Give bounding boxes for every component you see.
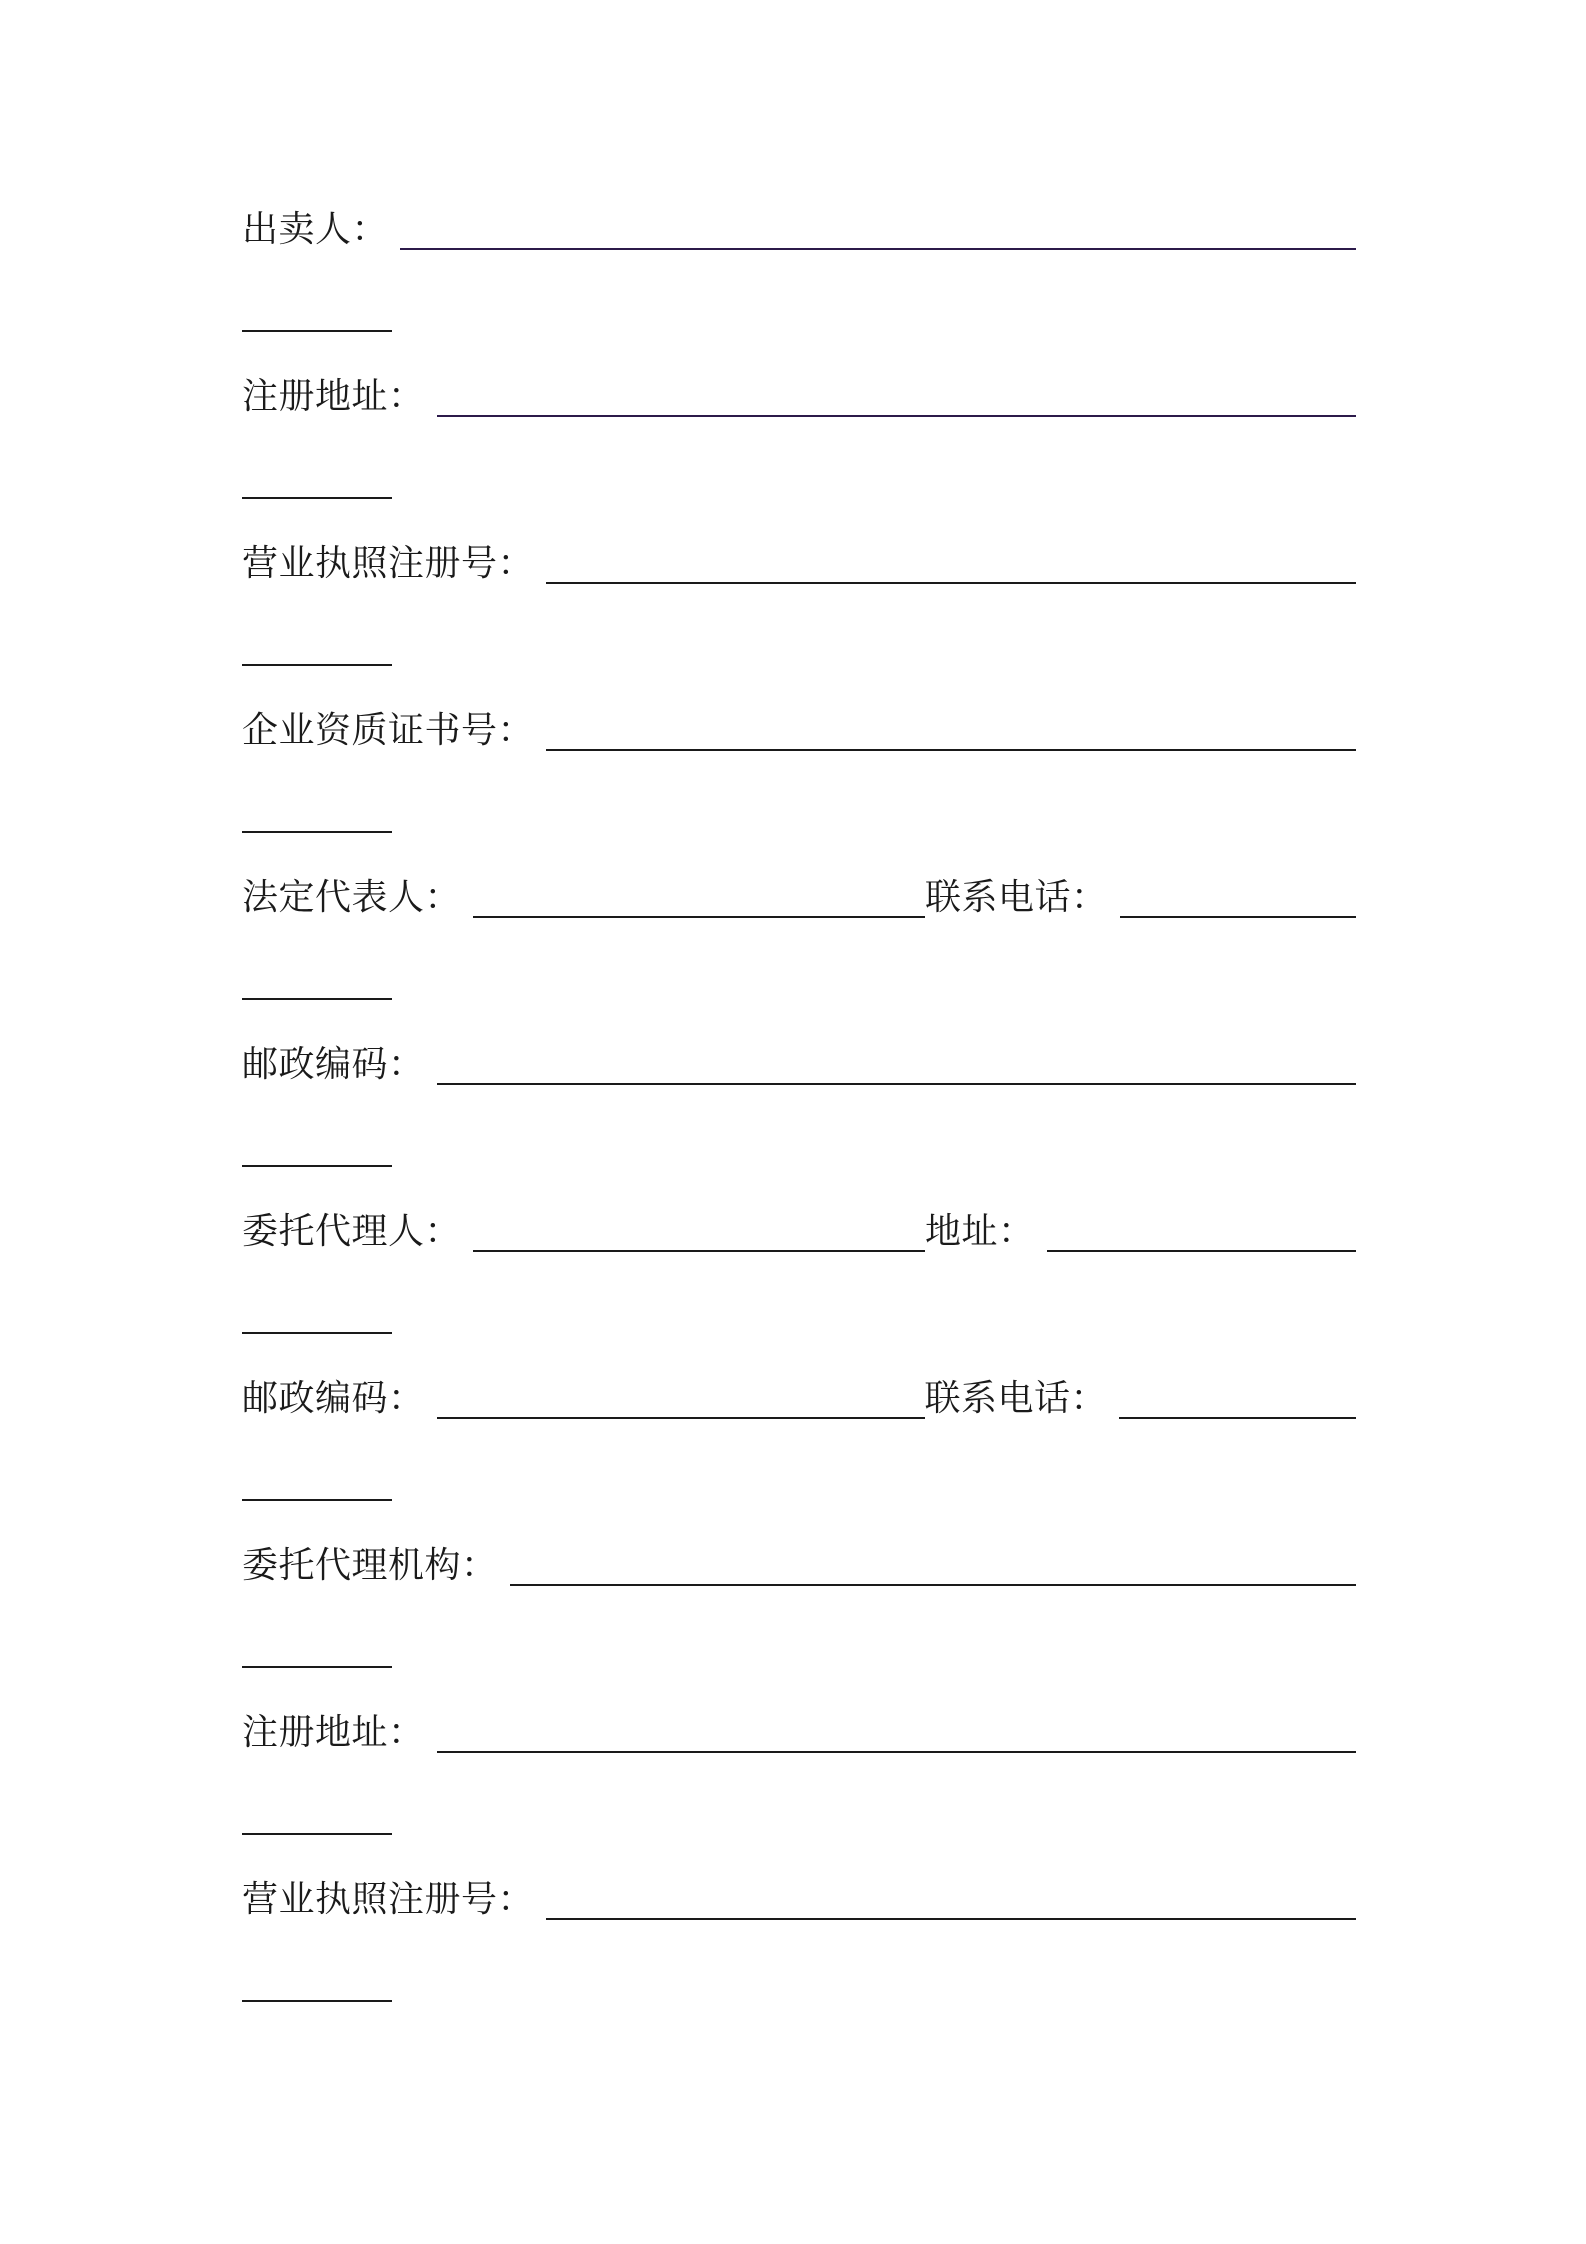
postal-code-field bbox=[242, 1031, 1356, 1198]
agency-registered-address-field bbox=[242, 1699, 1356, 1866]
qualification-certificate-number-blank[interactable] bbox=[546, 749, 1356, 751]
agency-blank-continuation[interactable] bbox=[242, 1666, 392, 1668]
agent-postal-code-blank[interactable] bbox=[437, 1417, 925, 1419]
legal-representative-blank[interactable] bbox=[473, 916, 925, 918]
postal-code-label: 邮政编码： bbox=[242, 1044, 425, 1085]
agent-phone-label: 联系电话： bbox=[924, 1378, 1108, 1419]
qualification-certificate-number-label: 企业资质证书号： bbox=[242, 710, 535, 751]
qualification-certificate-number-blank-continuation[interactable] bbox=[242, 831, 392, 833]
entrusted-agent-label: 委托代理人： bbox=[242, 1211, 462, 1252]
postal-code-blank-continuation[interactable] bbox=[242, 1165, 392, 1167]
business-license-number-label: 营业执照注册号： bbox=[242, 543, 535, 584]
entrusted-agent-blank[interactable] bbox=[473, 1250, 925, 1252]
agent-address-label: 地址： bbox=[925, 1211, 1035, 1252]
registered-address-blank-continuation[interactable] bbox=[242, 497, 392, 499]
registered-address-label: 注册地址： bbox=[242, 376, 425, 417]
agency-field bbox=[242, 1532, 1356, 1699]
agency-blank[interactable] bbox=[510, 1584, 1356, 1586]
agency-registered-address-blank-continuation[interactable] bbox=[242, 1833, 392, 1835]
agent-postal-code-blank-continuation[interactable] bbox=[242, 1499, 392, 1501]
seller-label: 出卖人： bbox=[242, 209, 389, 250]
agency-business-license-number-blank[interactable] bbox=[546, 1918, 1356, 1920]
legal-rep-phone-label: 联系电话： bbox=[925, 877, 1108, 918]
seller-blank-continuation[interactable] bbox=[242, 330, 392, 332]
entrusted-agent-field bbox=[242, 1198, 1356, 1365]
registered-address-field bbox=[242, 363, 1356, 530]
agency-business-license-number-blank-continuation[interactable] bbox=[242, 2000, 392, 2002]
legal-rep-phone-blank[interactable] bbox=[1120, 916, 1356, 918]
contract-party-form bbox=[242, 196, 1356, 2033]
agent-postal-code-label: 邮政编码： bbox=[242, 1378, 425, 1419]
seller-field bbox=[242, 196, 1356, 363]
postal-code-blank[interactable] bbox=[437, 1083, 1356, 1085]
business-license-number-field bbox=[242, 530, 1356, 697]
agency-business-license-number-label: 营业执照注册号： bbox=[242, 1879, 535, 1920]
legal-representative-label: 法定代表人： bbox=[242, 877, 462, 918]
agency-registered-address-blank[interactable] bbox=[437, 1751, 1356, 1753]
entrusted-agent-blank-continuation[interactable] bbox=[242, 1332, 392, 1334]
agent-phone-blank[interactable] bbox=[1119, 1417, 1356, 1419]
business-license-number-blank[interactable] bbox=[546, 582, 1356, 584]
agency-label: 委托代理机构： bbox=[242, 1545, 498, 1586]
business-license-number-blank-continuation[interactable] bbox=[242, 664, 392, 666]
registered-address-blank[interactable] bbox=[437, 415, 1356, 417]
legal-representative-field bbox=[242, 864, 1356, 1031]
agent-address-blank[interactable] bbox=[1047, 1250, 1356, 1252]
qualification-certificate-number-field bbox=[242, 697, 1356, 864]
legal-representative-blank-continuation[interactable] bbox=[242, 998, 392, 1000]
agent-postal-code-field bbox=[242, 1365, 1356, 1532]
agency-registered-address-label: 注册地址： bbox=[242, 1712, 425, 1753]
agency-business-license-number-field bbox=[242, 1866, 1356, 2033]
seller-blank[interactable] bbox=[400, 248, 1356, 250]
